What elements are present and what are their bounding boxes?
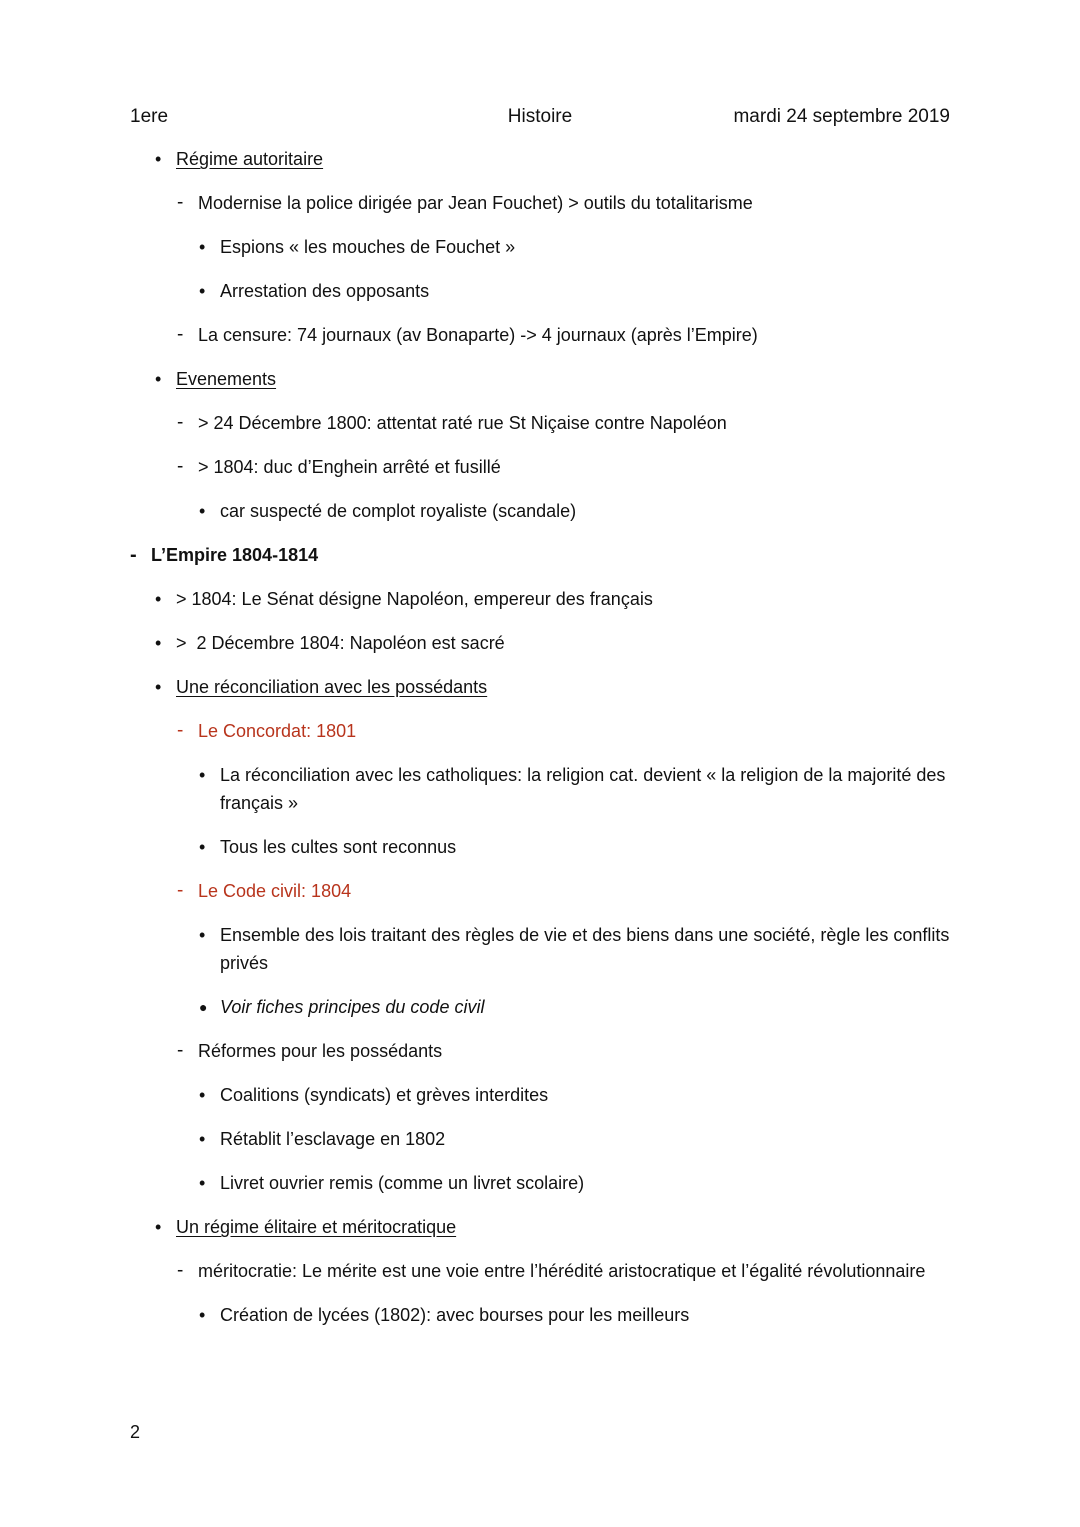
list-item (130, 1257, 962, 1285)
notes-list (130, 145, 962, 1345)
list-item (130, 409, 962, 437)
list-item (130, 629, 962, 657)
list-item (130, 921, 962, 977)
dash-marker-icon: - (177, 880, 184, 901)
bullet-marker-icon: • (199, 837, 206, 857)
bullet-marker-icon: • (155, 633, 162, 653)
list-item (130, 1301, 962, 1329)
list-item (130, 453, 962, 481)
list-item-text: > 1804: duc d’Enghein arrêté et fusillé (198, 457, 501, 477)
list-item (130, 833, 962, 861)
list-item (130, 1169, 962, 1197)
list-item-text: Livret ouvrier remis (comme un livret scolaire) (220, 1173, 585, 1193)
list-item-text: Rétablit l’esclavage en 1802 (220, 1129, 446, 1149)
dash-marker-icon: - (177, 1040, 184, 1061)
list-item-text: Ensemble des lois traitant des règles de vie et des biens dans une société, règle les conflits privés (220, 925, 955, 973)
list-item-text: Voir fiches principes du code civil (220, 997, 485, 1017)
bullet-marker-icon: • (199, 501, 206, 521)
list-item-text: Espions « les mouches de Fouchet » (220, 237, 516, 257)
list-item-text: > 24 Décembre 1800: attentat raté rue St Niçaise contre Napoléon (198, 413, 727, 433)
list-item (130, 993, 962, 1021)
dash-marker-icon: - (130, 544, 137, 566)
dash-marker-icon: - (177, 192, 184, 213)
header-date: mardi 24 septembre 2019 (733, 106, 950, 127)
list-item (130, 1125, 962, 1153)
list-item-text: > 2 Décembre 1804: Napoléon est sacré (176, 633, 505, 653)
page-footer (130, 1422, 140, 1443)
page-header (130, 106, 950, 128)
list-item-text: L’Empire 1804-1814 (151, 545, 319, 565)
list-item (130, 145, 962, 173)
bullet-marker-icon: • (199, 281, 206, 301)
dash-marker-icon: - (177, 456, 184, 477)
list-item-text: Modernise la police dirigée par Jean Fouchet) > outils du totalitarisme (198, 193, 753, 213)
bullet-marker-icon: • (199, 1129, 206, 1149)
list-item-text: car suspecté de complot royaliste (scandale) (220, 501, 577, 521)
list-item (130, 233, 962, 261)
list-item-text: Evenements (176, 369, 277, 389)
list-item-text: La censure: 74 journaux (av Bonaparte) -> 4 journaux (après l’Empire) (198, 325, 758, 345)
list-item (130, 497, 962, 525)
dot-marker-icon: ● (199, 999, 208, 1015)
bullet-marker-icon: • (199, 1305, 206, 1325)
list-item-text: Un régime élitaire et méritocratique (176, 1217, 457, 1237)
list-item (130, 189, 962, 217)
list-item-text: Le Code civil: 1804 (198, 881, 352, 901)
bullet-marker-icon: • (155, 369, 162, 389)
list-item-text: Tous les cultes sont reconnus (220, 837, 457, 857)
list-item-text: Régime autoritaire (176, 149, 324, 169)
bullet-marker-icon: • (199, 237, 206, 257)
list-item-text: Coalitions (syndicats) et grèves interdites (220, 1085, 549, 1105)
list-item (130, 717, 962, 745)
list-item (130, 365, 962, 393)
list-item (130, 277, 962, 305)
list-item (130, 673, 962, 701)
list-item (130, 321, 962, 349)
bullet-marker-icon: • (199, 765, 206, 785)
list-item-text: > 1804: Le Sénat désigne Napoléon, empereur des français (176, 589, 653, 609)
list-item (130, 877, 962, 905)
dash-marker-icon: - (177, 1260, 184, 1281)
list-item (130, 1037, 962, 1065)
dash-marker-icon: - (177, 720, 184, 741)
bullet-marker-icon: • (199, 1085, 206, 1105)
header-class-label: 1ere (130, 106, 169, 127)
list-item-text: Création de lycées (1802): avec bourses pour les meilleurs (220, 1305, 690, 1325)
list-item (130, 541, 962, 569)
dash-marker-icon: - (177, 412, 184, 433)
bullet-marker-icon: • (199, 925, 206, 945)
list-item-text: Arrestation des opposants (220, 281, 430, 301)
list-item (130, 1081, 962, 1109)
list-item-text: La réconciliation avec les catholiques: la religion cat. devient « la religion de la majorité des français » (220, 765, 951, 813)
list-item-text: Le Concordat: 1801 (198, 721, 357, 741)
list-item-text: Une réconciliation avec les possédants (176, 677, 488, 697)
list-item-text: méritocratie: Le mérite est une voie entre l’hérédité aristocratique et l’égalité révolutionnaire (198, 1261, 926, 1281)
list-item (130, 761, 962, 817)
bullet-marker-icon: • (155, 1217, 162, 1237)
bullet-marker-icon: • (199, 1173, 206, 1193)
list-item-text: Réformes pour les possédants (198, 1041, 443, 1061)
dash-marker-icon: - (177, 324, 184, 345)
page-number: 2 (130, 1422, 141, 1442)
header-subject: Histoire (507, 106, 573, 127)
list-item (130, 1213, 962, 1241)
bullet-marker-icon: • (155, 677, 162, 697)
bullet-marker-icon: • (155, 149, 162, 169)
list-item (130, 585, 962, 613)
bullet-marker-icon: • (155, 589, 162, 609)
